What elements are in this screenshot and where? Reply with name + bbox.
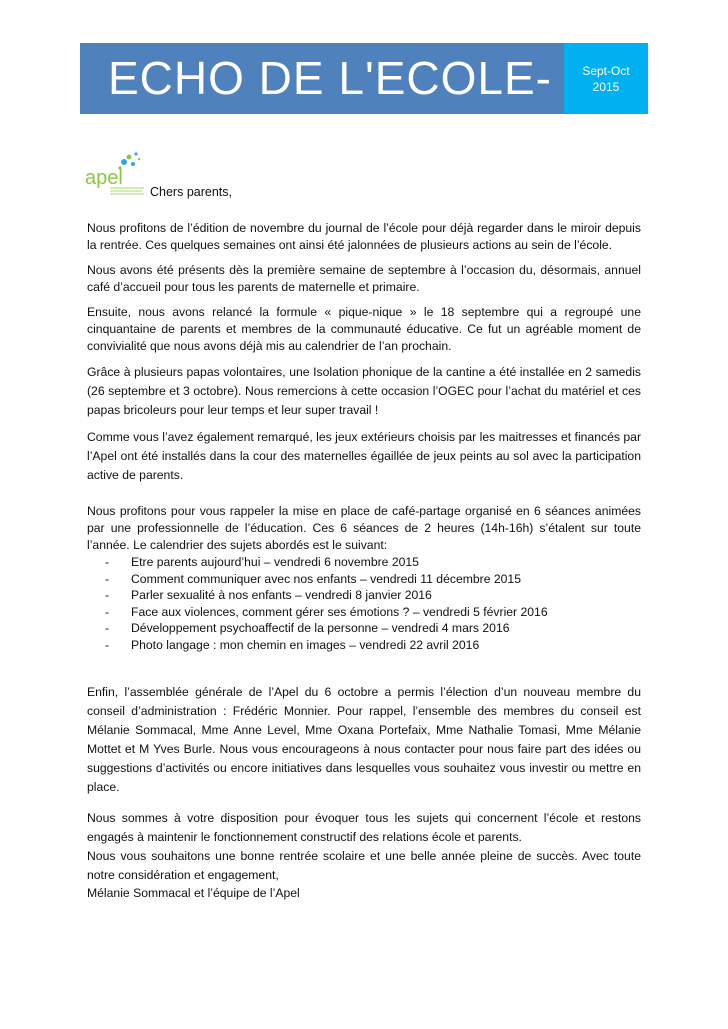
paragraph: Comme vous l’avez également remarqué, les jeux extérieurs choisis par les maitresses et financés par l’Apel ont été installés dans la cour des maternelles égaillée de jeux peints au sol avec la participation active de parents.: [87, 430, 641, 482]
apel-logo-dot: [138, 158, 140, 160]
paragraph: Ensuite, nous avons relancé la formule « pique-nique » le 18 septembre qui a regroupé une cinquantaine de parents et membres de la communauté éducative. Ce fut un agréable moment de convivialité que nous avons déjà mis au calendrier de l’an prochain.: [87, 305, 641, 353]
list-item: - Développement psychoaffectif de la personne – vendredi 4 mars 2016: [87, 620, 641, 637]
letter-body: [87, 220, 641, 910]
apel-logo-dot: [127, 155, 132, 160]
paragraph: Nous vous souhaitons une bonne rentrée scolaire et une belle année pleine de succès. Avec toute notre considération et engagement,: [87, 849, 641, 882]
newsletter-title: ECHO DE L'ECOLE-: [80, 43, 564, 114]
paragraph: Nous sommes à votre disposition pour évoquer tous les sujets qui concernent l’école et restons engagés à maintenir le fonctionnement constructif des relations école et parents.: [87, 811, 641, 844]
paragraph: Grâce à plusieurs papas volontaires, une Isolation phonique de la cantine a été installée en 2 samedis (26 septembre et 3 octobre). Nous remercions à cette occasion l’OGEC pour l’achat du matériel et ces papas bricoleurs pour leur temps et leur super travail !: [87, 365, 641, 417]
apel-logo-dot: [131, 162, 135, 166]
paragraph: Nous profitons pour vous rappeler la mise en place de café-partage organisé en 6 séances animées par une professionnelle de l’éducation. Ces 6 séances de 2 heures (14h-16h) s’étalent sur toute l’année. Le calendrier des sujets abordés est le suivant:: [87, 504, 641, 552]
session-list: [87, 554, 641, 653]
paragraph: Enfin, l’assemblée générale de l’Apel du 6 octobre a permis l’élection d’un nouveau membre du conseil d’administration : Frédéric Monnier. Pour rappel, l’ensemble des membres du conseil est Mélanie Sommacal, Mme Anne Level, Mme Oxana Portefaix, Mme Nathalie Tomasi, Mme Mélanie Mottet et M Yves Burle. Nous vous encourageons à nous contacter pour nous faire part des idées ou suggestions d’activités ou encore initiatives dans lesquelles vous souhaitez vous investir ou mettre en place.: [87, 685, 641, 794]
list-item: - Etre parents aujourd’hui – vendredi 6 novembre 2015: [87, 554, 641, 571]
list-item: - Comment communiquer avec nos enfants – vendredi 11 décembre 2015: [87, 571, 641, 588]
apel-logo-dot: [134, 152, 137, 155]
list-item: - Face aux violences, comment gérer ses émotions ? – vendredi 5 février 2016: [87, 604, 641, 621]
issue-date-year: 2015: [592, 79, 620, 94]
greeting: Chers parents,: [150, 185, 232, 199]
list-item: - Parler sexualité à nos enfants – vendredi 8 janvier 2016: [87, 587, 641, 604]
paragraph: Nous profitons de l’édition de novembre du journal de l’école pour déjà regarder dans le miroir depuis la rentrée. Ces quelques semaines ont ainsi été jalonnées de plusieurs actions au sein de l’école.: [87, 221, 641, 252]
apel-logo-dot: [121, 159, 127, 165]
issue-date-months: Sept-Oct: [582, 63, 630, 78]
apel-logo-wordmark: apel: [85, 167, 123, 189]
apel-logo: [84, 146, 146, 200]
signature: Mélanie Sommacal et l’équipe de l’Apel: [87, 886, 300, 900]
header-banner: [80, 43, 648, 114]
list-item: - Photo langage : mon chemin en images – vendredi 22 avril 2016: [87, 637, 641, 654]
paragraph: Nous avons été présents dès la première semaine de septembre à l’occasion du, désormais, annuel café d’accueil pour tous les parents de maternelle et primaire.: [87, 263, 641, 294]
issue-date: [564, 43, 648, 114]
